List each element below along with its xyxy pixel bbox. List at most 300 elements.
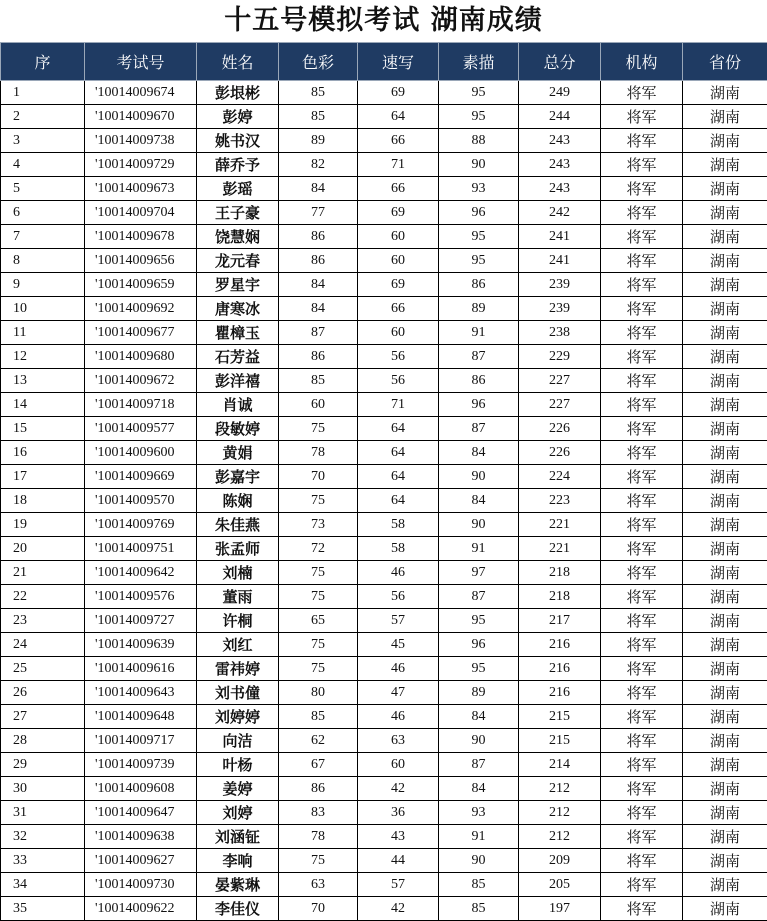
cell-exam-id: '10014009638 [85,825,197,849]
cell-name: 龙元春 [197,249,279,273]
cell-total-score: 212 [519,825,601,849]
cell-org: 将军 [601,897,683,921]
cell-index: 32 [1,825,85,849]
cell-province: 湖南 [683,225,767,249]
table-row [1,873,767,897]
table-row [1,609,767,633]
cell-sketch-score: 36 [358,801,439,825]
cell-index: 30 [1,777,85,801]
table-row [1,273,767,297]
cell-name: 晏紫琳 [197,873,279,897]
cell-drawing-score: 93 [439,801,519,825]
cell-exam-id: '10014009577 [85,417,197,441]
table-row [1,537,767,561]
cell-index: 13 [1,369,85,393]
cell-color-score: 83 [279,801,358,825]
column-header-drawing[interactable]: 素描 [439,43,519,81]
table-row [1,81,767,105]
cell-exam-id: '10014009704 [85,201,197,225]
table-row [1,681,767,705]
table-row [1,369,767,393]
cell-index: 12 [1,345,85,369]
cell-name: 肖诚 [197,393,279,417]
cell-province: 湖南 [683,393,767,417]
cell-total-score: 242 [519,201,601,225]
cell-province: 湖南 [683,417,767,441]
cell-drawing-score: 96 [439,201,519,225]
table-row [1,753,767,777]
cell-color-score: 75 [279,489,358,513]
cell-color-score: 77 [279,201,358,225]
cell-exam-id: '10014009622 [85,897,197,921]
cell-color-score: 87 [279,321,358,345]
cell-sketch-score: 56 [358,585,439,609]
cell-exam-id: '10014009656 [85,249,197,273]
cell-province: 湖南 [683,177,767,201]
cell-color-score: 62 [279,729,358,753]
cell-color-score: 86 [279,249,358,273]
cell-org: 将军 [601,513,683,537]
cell-total-score: 212 [519,777,601,801]
cell-name: 王子豪 [197,201,279,225]
cell-province: 湖南 [683,681,767,705]
cell-color-score: 75 [279,417,358,441]
cell-total-score: 244 [519,105,601,129]
cell-name: 刘婷 [197,801,279,825]
table-row [1,897,767,921]
cell-org: 将军 [601,753,683,777]
cell-index: 22 [1,585,85,609]
cell-name: 姚书汉 [197,129,279,153]
table-row [1,849,767,873]
cell-exam-id: '10014009576 [85,585,197,609]
table-row [1,441,767,465]
cell-exam-id: '10014009627 [85,849,197,873]
cell-index: 26 [1,681,85,705]
cell-org: 将军 [601,609,683,633]
cell-org: 将军 [601,225,683,249]
cell-drawing-score: 91 [439,537,519,561]
cell-province: 湖南 [683,489,767,513]
cell-org: 将军 [601,441,683,465]
table-row [1,393,767,417]
score-table [0,42,767,921]
cell-province: 湖南 [683,441,767,465]
cell-total-score: 215 [519,729,601,753]
cell-drawing-score: 96 [439,633,519,657]
cell-color-score: 85 [279,705,358,729]
cell-drawing-score: 85 [439,897,519,921]
cell-index: 6 [1,201,85,225]
cell-exam-id: '10014009739 [85,753,197,777]
cell-drawing-score: 89 [439,681,519,705]
cell-total-score: 241 [519,249,601,273]
cell-exam-id: '10014009718 [85,393,197,417]
cell-org: 将军 [601,249,683,273]
cell-total-score: 226 [519,417,601,441]
cell-total-score: 239 [519,273,601,297]
cell-index: 21 [1,561,85,585]
cell-name: 陈娴 [197,489,279,513]
table-row [1,777,767,801]
cell-exam-id: '10014009608 [85,777,197,801]
cell-sketch-score: 44 [358,849,439,873]
cell-index: 14 [1,393,85,417]
cell-province: 湖南 [683,825,767,849]
cell-name: 彭垠彬 [197,81,279,105]
cell-color-score: 73 [279,513,358,537]
table-row [1,657,767,681]
cell-sketch-score: 60 [358,225,439,249]
cell-index: 9 [1,273,85,297]
cell-org: 将军 [601,873,683,897]
column-header-total[interactable]: 总分 [519,43,601,81]
cell-total-score: 227 [519,369,601,393]
cell-total-score: 227 [519,393,601,417]
table-row [1,465,767,489]
cell-exam-id: '10014009673 [85,177,197,201]
cell-name: 薛乔予 [197,153,279,177]
cell-exam-id: '10014009727 [85,609,197,633]
cell-total-score: 224 [519,465,601,489]
cell-exam-id: '10014009643 [85,681,197,705]
column-header-exam-id[interactable]: 考试号 [85,43,197,81]
cell-org: 将军 [601,489,683,513]
cell-sketch-score: 60 [358,753,439,777]
cell-drawing-score: 89 [439,297,519,321]
cell-name: 董雨 [197,585,279,609]
cell-name: 彭嘉宇 [197,465,279,489]
column-header-color[interactable]: 色彩 [279,43,358,81]
cell-province: 湖南 [683,153,767,177]
cell-color-score: 67 [279,753,358,777]
cell-total-score: 212 [519,801,601,825]
column-header-index[interactable]: 序 [1,43,85,81]
cell-name: 许桐 [197,609,279,633]
cell-color-score: 75 [279,633,358,657]
cell-drawing-score: 88 [439,129,519,153]
cell-drawing-score: 87 [439,417,519,441]
cell-exam-id: '10014009738 [85,129,197,153]
cell-index: 28 [1,729,85,753]
cell-sketch-score: 47 [358,681,439,705]
cell-sketch-score: 57 [358,873,439,897]
cell-name: 向洁 [197,729,279,753]
cell-drawing-score: 95 [439,105,519,129]
cell-drawing-score: 86 [439,273,519,297]
cell-total-score: 221 [519,537,601,561]
column-header-name[interactable]: 姓名 [197,43,279,81]
cell-province: 湖南 [683,513,767,537]
cell-index: 25 [1,657,85,681]
cell-color-score: 86 [279,345,358,369]
cell-province: 湖南 [683,657,767,681]
cell-province: 湖南 [683,81,767,105]
table-row [1,345,767,369]
cell-index: 15 [1,417,85,441]
cell-sketch-score: 63 [358,729,439,753]
table-row [1,249,767,273]
cell-sketch-score: 64 [358,465,439,489]
cell-total-score: 217 [519,609,601,633]
cell-province: 湖南 [683,249,767,273]
cell-color-score: 75 [279,561,358,585]
cell-name: 罗星宇 [197,273,279,297]
cell-total-score: 216 [519,633,601,657]
cell-drawing-score: 84 [439,705,519,729]
cell-color-score: 85 [279,105,358,129]
cell-org: 将军 [601,321,683,345]
cell-drawing-score: 93 [439,177,519,201]
cell-province: 湖南 [683,729,767,753]
cell-drawing-score: 90 [439,849,519,873]
table-row [1,129,767,153]
cell-name: 刘婷婷 [197,705,279,729]
cell-exam-id: '10014009678 [85,225,197,249]
cell-index: 10 [1,297,85,321]
table-row [1,705,767,729]
cell-org: 将军 [601,177,683,201]
cell-province: 湖南 [683,873,767,897]
cell-exam-id: '10014009674 [85,81,197,105]
cell-org: 将军 [601,537,683,561]
cell-color-score: 80 [279,681,358,705]
column-header-sketch[interactable]: 速写 [358,43,439,81]
cell-org: 将军 [601,561,683,585]
cell-sketch-score: 64 [358,489,439,513]
cell-province: 湖南 [683,105,767,129]
table-header [1,43,767,81]
cell-province: 湖南 [683,753,767,777]
cell-drawing-score: 95 [439,225,519,249]
cell-color-score: 82 [279,153,358,177]
cell-province: 湖南 [683,609,767,633]
cell-color-score: 65 [279,609,358,633]
cell-sketch-score: 42 [358,897,439,921]
cell-sketch-score: 56 [358,345,439,369]
cell-drawing-score: 95 [439,657,519,681]
table-row [1,489,767,513]
table-body [1,81,767,921]
table-row [1,105,767,129]
cell-total-score: 223 [519,489,601,513]
cell-org: 将军 [601,345,683,369]
cell-total-score: 226 [519,441,601,465]
cell-index: 17 [1,465,85,489]
cell-org: 将军 [601,801,683,825]
cell-sketch-score: 69 [358,273,439,297]
cell-sketch-score: 58 [358,513,439,537]
cell-exam-id: '10014009677 [85,321,197,345]
cell-name: 彭洋禧 [197,369,279,393]
cell-sketch-score: 64 [358,441,439,465]
cell-org: 将军 [601,105,683,129]
cell-exam-id: '10014009648 [85,705,197,729]
cell-index: 35 [1,897,85,921]
cell-province: 湖南 [683,849,767,873]
cell-exam-id: '10014009570 [85,489,197,513]
cell-sketch-score: 64 [358,105,439,129]
table-row [1,825,767,849]
cell-index: 11 [1,321,85,345]
cell-sketch-score: 66 [358,297,439,321]
cell-org: 将军 [601,81,683,105]
cell-color-score: 84 [279,177,358,201]
cell-sketch-score: 69 [358,201,439,225]
cell-index: 34 [1,873,85,897]
cell-name: 刘楠 [197,561,279,585]
cell-name: 李响 [197,849,279,873]
cell-total-score: 241 [519,225,601,249]
table-row [1,153,767,177]
cell-org: 将军 [601,273,683,297]
cell-name: 朱佳燕 [197,513,279,537]
cell-total-score: 215 [519,705,601,729]
cell-sketch-score: 66 [358,177,439,201]
cell-color-score: 70 [279,897,358,921]
cell-color-score: 78 [279,441,358,465]
cell-sketch-score: 71 [358,393,439,417]
table-row [1,225,767,249]
cell-name: 唐寒冰 [197,297,279,321]
cell-name: 瞿樟玉 [197,321,279,345]
cell-index: 7 [1,225,85,249]
cell-exam-id: '10014009692 [85,297,197,321]
cell-total-score: 205 [519,873,601,897]
cell-org: 将军 [601,681,683,705]
table-row [1,297,767,321]
table-row [1,177,767,201]
cell-name: 饶慧娴 [197,225,279,249]
cell-org: 将军 [601,657,683,681]
cell-province: 湖南 [683,585,767,609]
cell-province: 湖南 [683,321,767,345]
cell-color-score: 75 [279,657,358,681]
cell-province: 湖南 [683,345,767,369]
cell-index: 1 [1,81,85,105]
cell-name: 姜婷 [197,777,279,801]
cell-province: 湖南 [683,129,767,153]
cell-color-score: 86 [279,225,358,249]
cell-index: 2 [1,105,85,129]
cell-name: 石芳益 [197,345,279,369]
cell-exam-id: '10014009730 [85,873,197,897]
cell-drawing-score: 87 [439,585,519,609]
cell-index: 18 [1,489,85,513]
cell-name: 彭瑶 [197,177,279,201]
cell-org: 将军 [601,849,683,873]
cell-index: 3 [1,129,85,153]
cell-sketch-score: 46 [358,561,439,585]
cell-color-score: 60 [279,393,358,417]
cell-province: 湖南 [683,705,767,729]
cell-drawing-score: 95 [439,81,519,105]
cell-org: 将军 [601,633,683,657]
cell-name: 黄娟 [197,441,279,465]
cell-color-score: 72 [279,537,358,561]
cell-sketch-score: 60 [358,321,439,345]
cell-org: 将军 [601,201,683,225]
cell-name: 刘红 [197,633,279,657]
cell-exam-id: '10014009729 [85,153,197,177]
cell-drawing-score: 84 [439,441,519,465]
cell-total-score: 239 [519,297,601,321]
cell-exam-id: '10014009639 [85,633,197,657]
cell-sketch-score: 43 [358,825,439,849]
cell-org: 将军 [601,465,683,489]
cell-org: 将军 [601,393,683,417]
cell-drawing-score: 85 [439,873,519,897]
cell-total-score: 197 [519,897,601,921]
cell-province: 湖南 [683,897,767,921]
cell-org: 将军 [601,369,683,393]
cell-drawing-score: 91 [439,825,519,849]
cell-sketch-score: 45 [358,633,439,657]
table-row [1,729,767,753]
cell-drawing-score: 90 [439,153,519,177]
table-row [1,201,767,225]
cell-sketch-score: 71 [358,153,439,177]
cell-index: 16 [1,441,85,465]
cell-sketch-score: 56 [358,369,439,393]
cell-exam-id: '10014009751 [85,537,197,561]
cell-drawing-score: 84 [439,777,519,801]
cell-sketch-score: 69 [358,81,439,105]
cell-total-score: 216 [519,657,601,681]
table-row [1,321,767,345]
cell-province: 湖南 [683,273,767,297]
cell-exam-id: '10014009670 [85,105,197,129]
cell-color-score: 84 [279,273,358,297]
cell-name: 李佳仪 [197,897,279,921]
cell-total-score: 243 [519,153,601,177]
cell-name: 刘书僮 [197,681,279,705]
cell-color-score: 75 [279,849,358,873]
cell-index: 29 [1,753,85,777]
column-header-org[interactable]: 机构 [601,43,683,81]
cell-sketch-score: 42 [358,777,439,801]
cell-exam-id: '10014009769 [85,513,197,537]
cell-total-score: 243 [519,177,601,201]
cell-drawing-score: 90 [439,465,519,489]
cell-color-score: 89 [279,129,358,153]
cell-drawing-score: 96 [439,393,519,417]
cell-color-score: 78 [279,825,358,849]
cell-index: 4 [1,153,85,177]
cell-name: 叶杨 [197,753,279,777]
table-row [1,633,767,657]
cell-exam-id: '10014009672 [85,369,197,393]
table-row [1,585,767,609]
cell-sketch-score: 46 [358,657,439,681]
cell-name: 段敏婷 [197,417,279,441]
cell-org: 将军 [601,729,683,753]
header-row [1,43,767,81]
cell-color-score: 86 [279,777,358,801]
cell-sketch-score: 64 [358,417,439,441]
cell-drawing-score: 91 [439,321,519,345]
cell-drawing-score: 95 [439,609,519,633]
cell-index: 31 [1,801,85,825]
cell-org: 将军 [601,153,683,177]
cell-total-score: 214 [519,753,601,777]
cell-color-score: 84 [279,297,358,321]
column-header-province[interactable]: 省份 [683,43,767,81]
cell-drawing-score: 90 [439,729,519,753]
cell-province: 湖南 [683,201,767,225]
cell-total-score: 229 [519,345,601,369]
cell-color-score: 70 [279,465,358,489]
